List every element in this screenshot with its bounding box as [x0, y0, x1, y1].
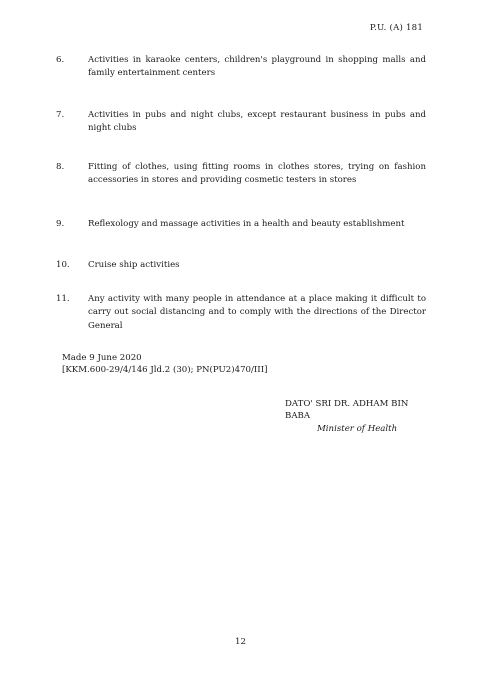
page-number: 12 — [235, 637, 246, 647]
signatory-name: DATO' SRI DR. ADHAM BIN BABA — [285, 399, 409, 422]
item-text: Activities in karaoke centers, children's playground in shopping malls and family entertainment centers — [88, 55, 426, 79]
header-reference: P.U. (A) 181 — [369, 23, 423, 33]
item-number: 11. — [56, 294, 70, 304]
item-number: 8. — [56, 162, 65, 172]
list-item — [56, 161, 426, 188]
item-number: 7. — [56, 110, 65, 120]
item-number: 9. — [56, 219, 65, 229]
list-item — [56, 293, 426, 333]
signatory-title: Minister of Health — [317, 423, 398, 434]
file-reference: [KKM.600-29/4/146 Jld.2 (30); PN(PU2)470/III] — [62, 365, 268, 376]
item-text: Cruise ship activities — [88, 260, 180, 270]
list-item — [56, 54, 426, 81]
made-date: Made 9 June 2020 — [62, 353, 142, 363]
item-text: Fitting of clothes, using fitting rooms in clothes stores, trying on fashion accessories in stores and providing cosmetic testers in stores — [88, 162, 426, 186]
item-text: Any activity with many people in attendance at a place making it difficult to carry out social distancing and to comply with the directions of the Director General — [88, 294, 426, 331]
list-item — [56, 259, 426, 272]
item-number: 6. — [56, 55, 65, 65]
list-item — [56, 109, 426, 136]
signature-block — [285, 398, 425, 435]
made-block — [62, 352, 267, 377]
item-text: Activities in pubs and night clubs, except restaurant business in pubs and night clubs — [88, 110, 426, 134]
list-item — [56, 218, 426, 231]
item-number: 10. — [56, 260, 70, 270]
item-text: Reflexology and massage activities in a health and beauty establishment — [88, 219, 405, 229]
